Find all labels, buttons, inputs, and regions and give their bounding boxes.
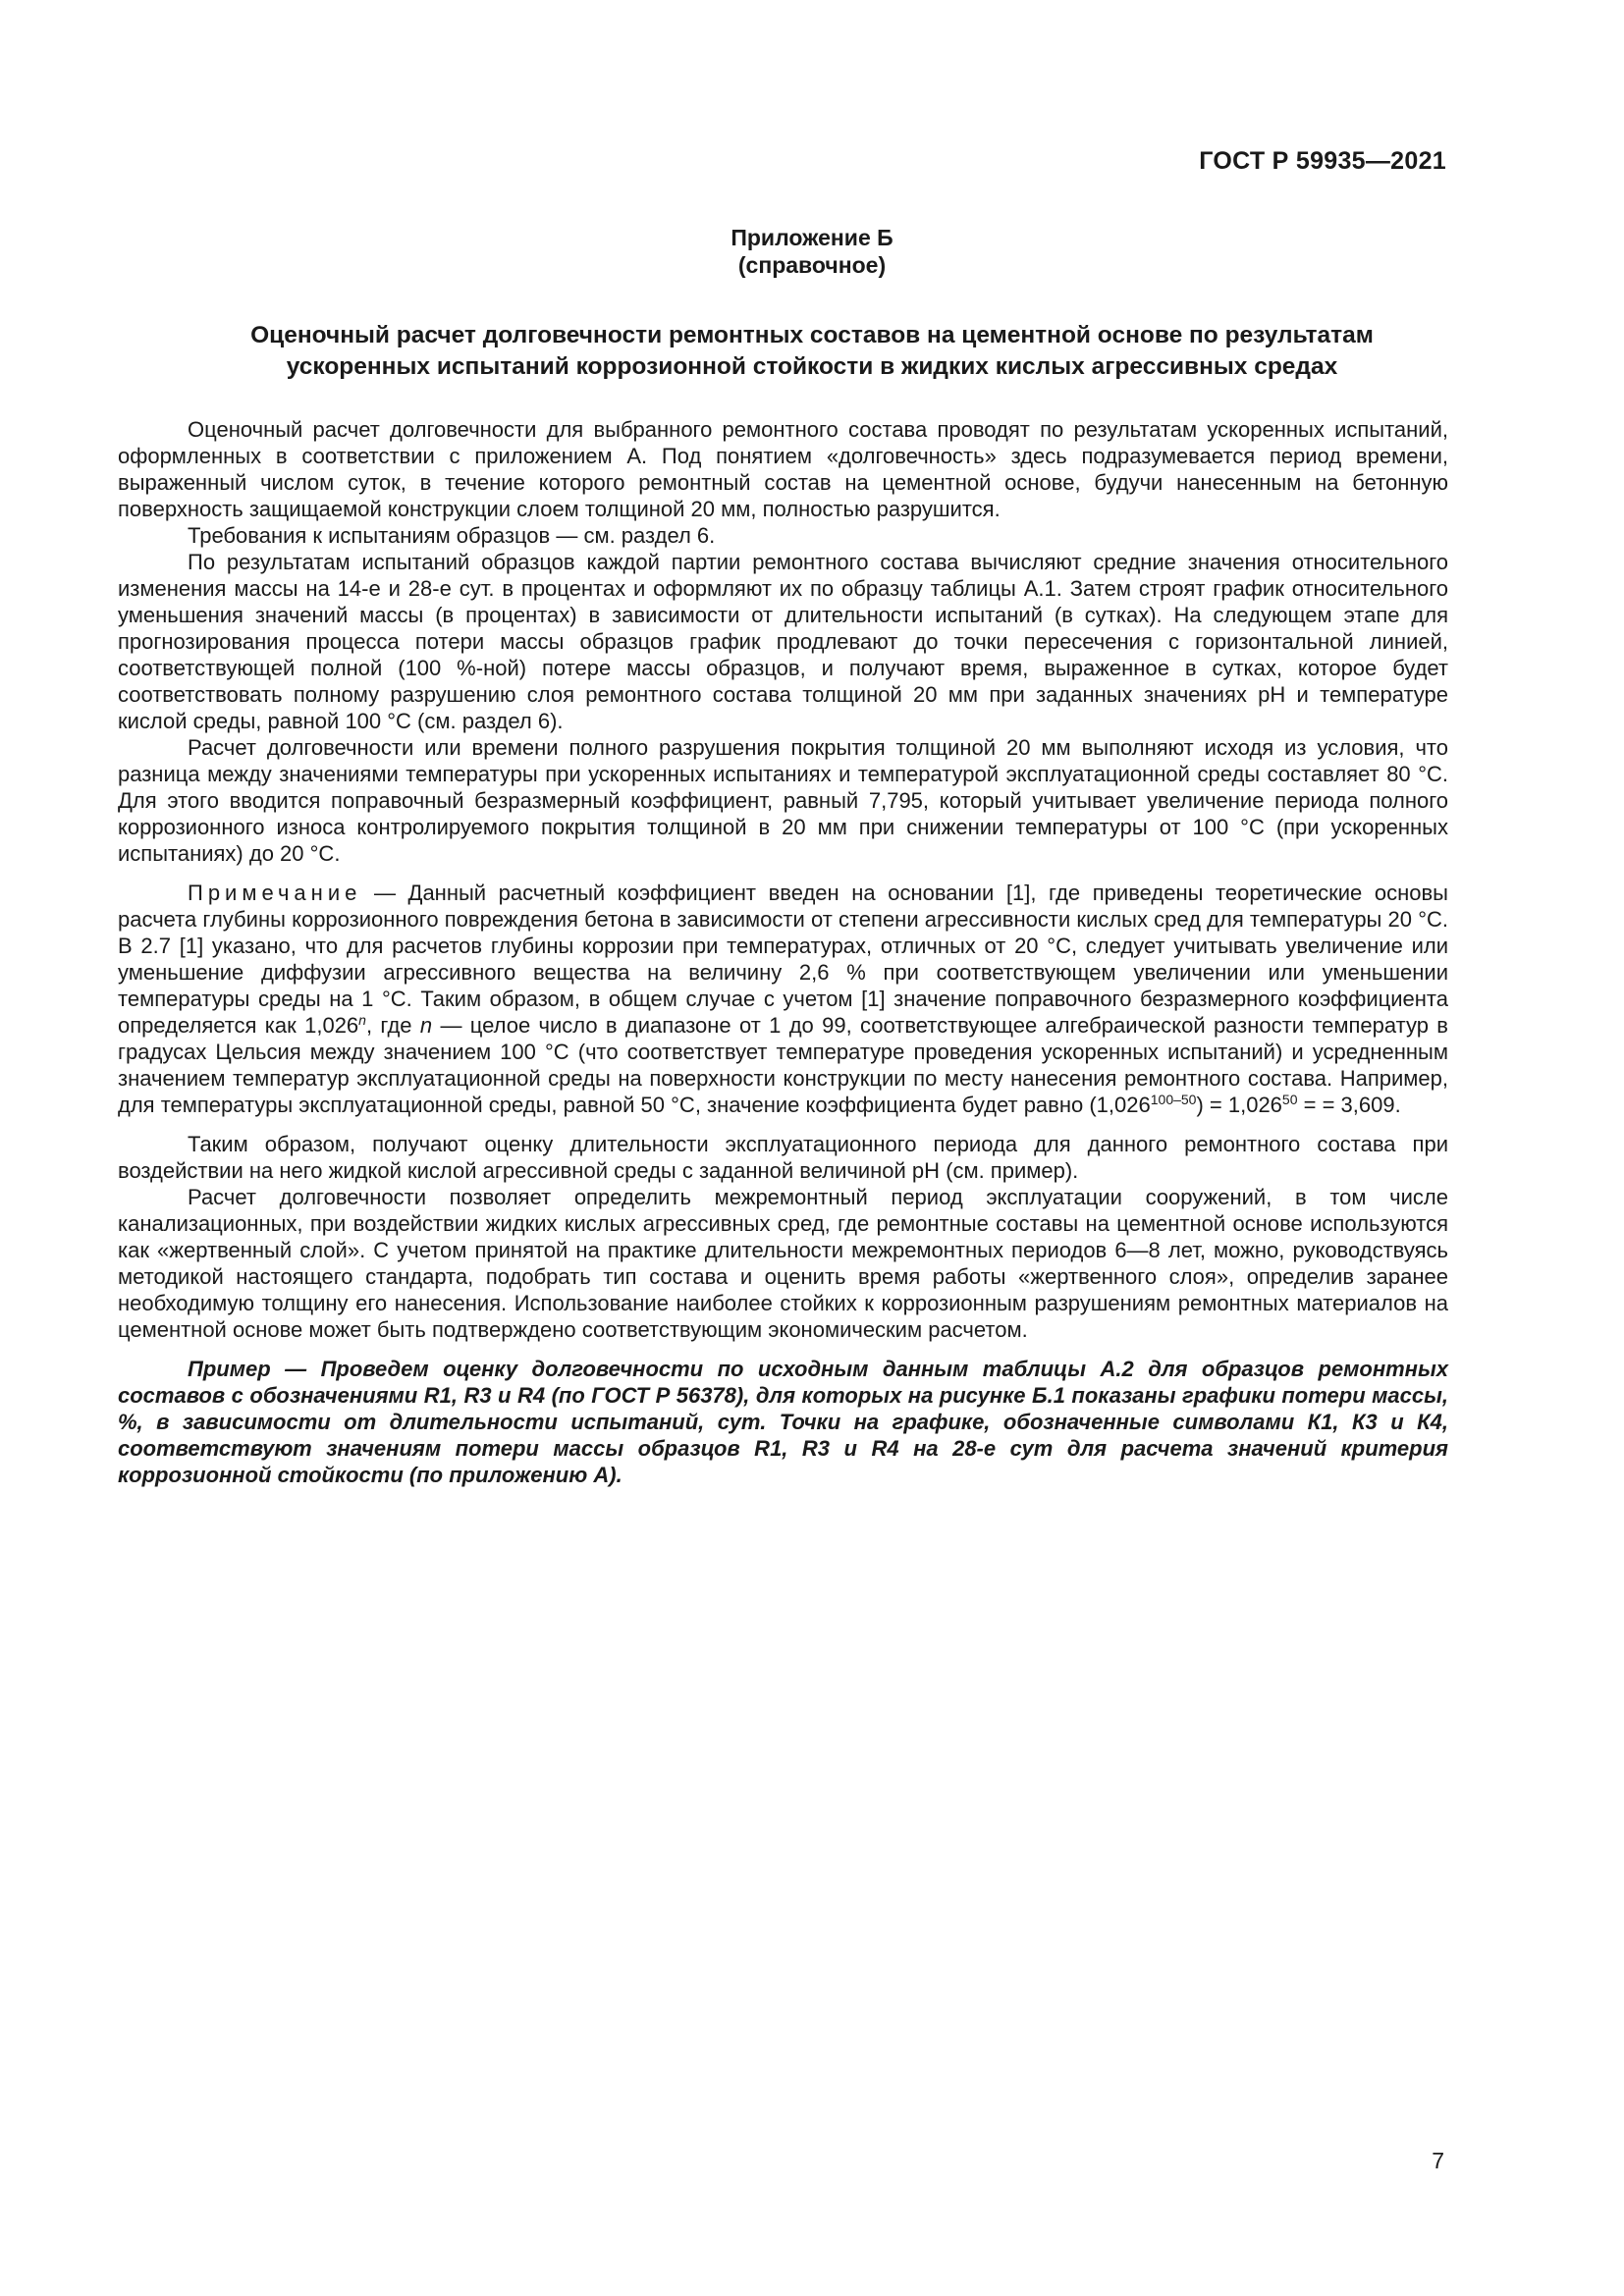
note-superscript-diff: 100–50 bbox=[1150, 1092, 1197, 1107]
appendix-kind: (справочное) bbox=[737, 252, 887, 278]
note-superscript-n: n bbox=[358, 1012, 366, 1028]
note-superscript-50: 50 bbox=[1281, 1092, 1298, 1107]
title-line-2: ускоренных испытаний коррозионной стойкости в жидких кислых агрессивных средах bbox=[286, 353, 1338, 380]
paragraph-calculation: Расчет долговечности или времени полного разрушения покрытия толщиной 20 мм выполняют исходя из условия, что разница между значениями температуры при ускоренных испытаниях и температурой эксплуатационной среды составляет 80 °С. Для этого вводится поправочный безразмерный коэффициент, равный 7,795, который учитывает увеличение периода полного коррозионного износа контролируемого покрытия толщиной в 20 мм при снижении температуры от 100 °С (при ускоренных испытаниях) до 20 °С. bbox=[118, 735, 1448, 866]
appendix-title bbox=[128, 320, 1496, 383]
example-paragraph: Пример — Проведем оценку долговечности по исходным данным таблицы А.2 для образцов ремонтных составов с обозначениями R1, R3 и R4 (по ГОСТ Р 56378), для которых на рисунке Б.1 показаны графики потери массы, %, в зависимости от длительности испытаний, сут. Точки на графике, обозначенные символами К1, К3 и К4, соответствуют значениям потери массы образцов R1, R3 и R4 на 28-е сут для расчета значений критерия коррозионной стойкости (по приложению А). bbox=[118, 1357, 1448, 1487]
note-text-b: , где bbox=[365, 1013, 420, 1038]
paragraph-maintenance: Расчет долговечности позволяет определить межремонтный период эксплуатации сооружений, в том числе канализационных, при воздействии жидких кислых агрессивных сред, где ремонтные составы на цементной основе используются как «жертвенный слой». С учетом принятой на практике длительности межремонтных периодов 6—8 лет, можно, руководствуясь методикой настоящего стандарта, подобрать тип состава и оценить время работы «жертвенного слоя», определив заранее необходимую толщину его нанесения. Использование наиболее стойких к коррозионным разрушениям ремонтных материалов на цементной основе может быть подтверждено соответствующим экономическим расчетом. bbox=[118, 1185, 1448, 1342]
paragraph-procedure: По результатам испытаний образцов каждой партии ремонтного состава вычисляют средние значения относительного изменения массы на 14-е и 28-е сут. в процентах и оформляют их по образцу таблицы А.1. Затем строят график относительного уменьшения значений массы (в процентах) в зависимости от длительности испытаний (в сутках). На следующем этапе для прогнозирования процесса потери массы образцов график продлевают до точки пересечения с горизонтальной линией, соответствующей полной (100 %-ной) потере массы образцов, и получают время, выраженное в сутках, которое будет соответствовать полному разрушению слоя ремонтного состава толщиной 20 мм при заданных значениях рН и температуре кислой среды, равной 100 °С (см. раздел 6). bbox=[118, 550, 1448, 733]
paragraph-estimate: Таким образом, получают оценку длительности эксплуатационного периода для данного ремонтного состава при воздействии на него жидкой кислой агрессивной среды с заданной величиной рН (см. пример). bbox=[118, 1132, 1448, 1183]
note-text-e: = = 3,609. bbox=[1297, 1093, 1401, 1117]
note-text-a: — Данный расчетный коэффициент введен на основании [1], где приведены теоретические основы расчета глубины коррозионного повреждения бетона в зависимости от степени агрессивности кислых сред для температуры 20 °С. В 2.7 [1] указано, что для расчетов глубины коррозии при температурах, отличных от 20 °С, следует учитывать увеличение или уменьшение диффузии агрессивного вещества на величину 2,6 % при соответствующем увеличении или уменьшении температуры среды на 1 °С. Таким образом, в общем случае с учетом [1] значение поправочного безразмерного коэффициента определяется как 1,026 bbox=[118, 881, 1448, 1038]
appendix-label: Приложение Б bbox=[731, 225, 893, 250]
document-id-header: ГОСТ Р 59935—2021 bbox=[1199, 147, 1446, 175]
note-variable-n: n bbox=[419, 1013, 433, 1038]
appendix-heading bbox=[0, 224, 1624, 279]
note-text-d: ) = 1,026 bbox=[1196, 1093, 1282, 1117]
note-label: Примечание bbox=[188, 881, 362, 905]
document-body bbox=[118, 416, 1448, 1488]
note-text-c: — целое число в диапазоне от 1 до 99, соответствующее алгебраической разности температур в градусах Цельсия между значением 100 °С (что соответствует температуре проведения ускоренных испытаний) и усредненным значением температур эксплуатационной среды на поверхности конструкции по месту нанесения ремонтного состава. Например, для температуры эксплуатационной среды, равной 50 °С, значение коэффициента будет равно (1,026 bbox=[118, 1013, 1448, 1117]
note-paragraph bbox=[118, 880, 1448, 1118]
title-line-1: Оценочный расчет долговечности ремонтных составов на цементной основе по результатам bbox=[250, 322, 1374, 348]
paragraph-requirements: Требования к испытаниям образцов — см. раздел 6. bbox=[188, 523, 716, 548]
paragraph-definition: Оценочный расчет долговечности для выбранного ремонтного состава проводят по результатам ускоренных испытаний, оформленных в соответствии с приложением А. Под понятием «долговечность» здесь подразумевается период времени, выраженный числом суток, в течение которого ремонтный состав на цементной основе, будучи нанесенным на бетонную поверхность защищаемой конструкции слоем толщиной 20 мм, полностью разрушится. bbox=[118, 417, 1448, 521]
page-number: 7 bbox=[1432, 2148, 1444, 2173]
